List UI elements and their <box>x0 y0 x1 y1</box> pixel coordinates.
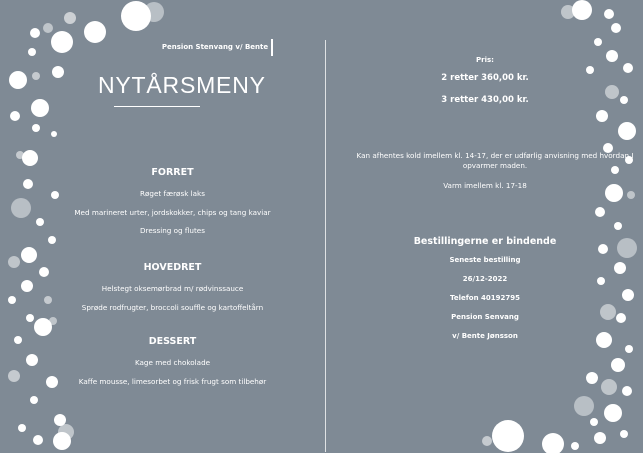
warm-info: Varm imellem kl. 17-18 <box>443 181 527 190</box>
title-underline <box>114 106 200 107</box>
price-label: Pris: <box>476 56 494 64</box>
section-heading: HOVEDRET <box>143 262 202 273</box>
menu-item: Dressing og flutes <box>140 226 205 235</box>
menu-item: Kaffe mousse, limesorbet og frisk frugt som tilbehør <box>78 376 267 386</box>
order-phone: Telefon 40192795 <box>450 294 520 302</box>
section-hovedret <box>20 262 325 321</box>
section-dessert <box>20 336 325 395</box>
menu-item: Med marineret urter, jordskokker, chips og tang kaviar <box>74 207 271 217</box>
menu-item: Helstegt oksemørbrad m/ rødvinssauce <box>101 284 244 293</box>
menu-item: Røget færøsk laks <box>140 189 205 198</box>
page-divider <box>325 40 326 452</box>
order-deadline-label: Seneste bestilling <box>449 256 521 264</box>
section-heading: DESSERT <box>148 336 197 347</box>
header-name: Pension Stenvang v/ Bente <box>161 43 269 51</box>
order-deadline-date: 26/12-2022 <box>462 275 508 283</box>
price-two-courses: 2 retter 360,00 kr. <box>441 73 529 83</box>
header-bar <box>271 39 273 56</box>
section-forret <box>20 167 325 245</box>
order-business-name: Pension Senvang <box>451 313 519 321</box>
menu-item: Sprøde rodfrugter, broccoli souffle og kartoffeltårn <box>81 302 264 312</box>
order-contact-name: v/ Bente Jønsson <box>452 332 518 340</box>
section-heading: FORRET <box>151 167 194 178</box>
menu-item: Kage med chokolade <box>134 358 211 367</box>
pickup-info: Kan afhentes kold imellem kl. 14-17, der er udførlig anvisning med hvordan I opvarmer maden. <box>356 151 634 170</box>
order-heading: Bestillingerne er bindende <box>413 236 557 247</box>
price-three-courses: 3 retter 430,00 kr. <box>441 95 529 105</box>
menu-title: NYTÅRSMENY <box>98 72 266 98</box>
